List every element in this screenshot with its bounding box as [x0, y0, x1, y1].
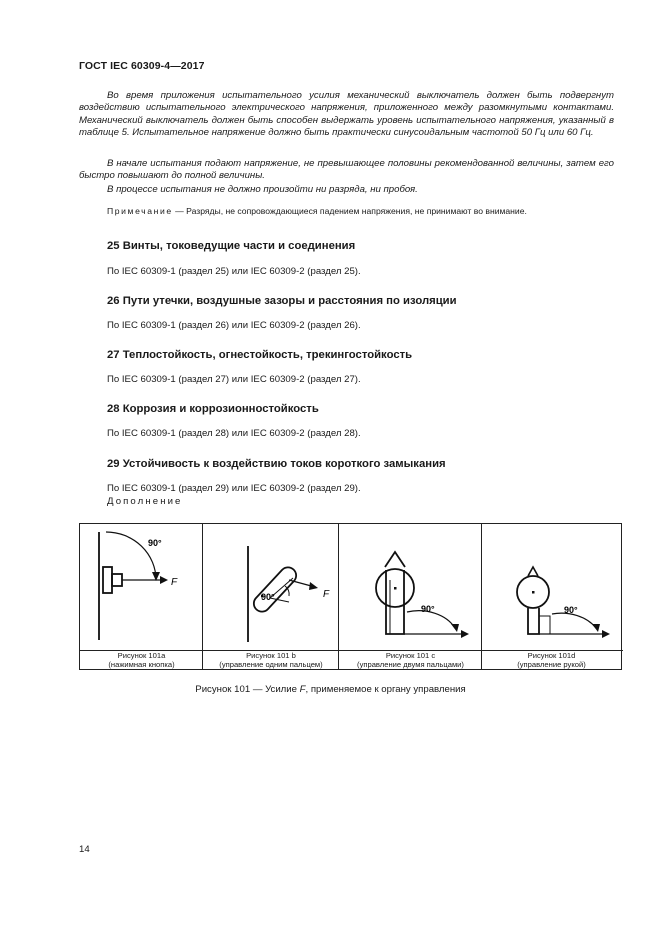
section-26-text: По IEC 60309-1 (раздел 26) или IEC 60309-2 (раздел 26). [107, 320, 361, 331]
section-29-text: По IEC 60309-1 (раздел 29) или IEC 60309-2 (раздел 29). [107, 483, 361, 494]
figure-101c-subtitle: (управление двумя пальцами) [357, 660, 464, 670]
angle-label-a: 90° [148, 538, 162, 548]
figure-101a-caption [80, 651, 203, 670]
paragraph-no-breakdown: В процессе испытания не должно произойти ни разряда, ни пробоя. [107, 184, 418, 195]
section-28-heading: 28 Коррозия и коррозионностойкость [107, 403, 319, 415]
figure-101d-title: Рисунок 101d [527, 651, 576, 660]
hand-operation-diagram [482, 524, 621, 650]
angle-label-c: 90° [421, 604, 435, 614]
figure-101b-caption [203, 651, 339, 670]
document-header: ГОСТ IEC 60309-4—2017 [79, 60, 205, 72]
two-finger-diagram [339, 524, 482, 650]
figure-101b-subtitle: (управление одним пальцем) [219, 660, 323, 670]
angle-label-d: 90° [564, 605, 578, 615]
figure-101a-cell [80, 524, 203, 669]
figure-101a-title: Рисунок 101a [117, 651, 166, 660]
figure-101c-cell [339, 524, 482, 669]
figure-101d-subtitle: (управление рукой) [517, 660, 586, 670]
figure-101c-caption [339, 651, 482, 670]
note-text: — Разряды, не сопровождающиеся падением напряжения, не принимают во внимание. [172, 206, 527, 216]
note-label: Примечание [107, 206, 173, 216]
force-label-a: F [171, 577, 178, 588]
figure-101b-title: Рисунок 101 b [246, 651, 296, 660]
figure-101a-subtitle: (нажимная кнопка) [108, 660, 175, 670]
figure-101-table [79, 523, 622, 670]
section-25-heading: 25 Винты, токоведущие части и соединения [107, 240, 356, 252]
caption-divider [80, 650, 623, 651]
section-29-heading: 29 Устойчивость к воздействию токов короткого замыкания [107, 458, 446, 470]
supplement-label: Дополнение [107, 496, 183, 507]
figure-101d-cell [482, 524, 621, 669]
paragraph-voltage-ramp: В начале испытания подают напряжение, не превышающее половины рекомендованной величины, затем его быстро повышают до полной величины. [79, 158, 614, 182]
section-27-text: По IEC 60309-1 (раздел 27) или IEC 60309-2 (раздел 27). [107, 374, 361, 385]
figure-caption-suffix: , применяемое к органу управления [305, 684, 466, 695]
paragraph-test-voltage: Во время приложения испытательного усилия механический выключатель должен быть подвергнут воздействию испытательного электрического напряжения, приложенного между разомкнутыми контактами. Механический выключатель должен быть способен выдержать уровень испытательного напряжения, указанный в таблице 5. Испытательное напряжение должно быть практически синусоидальным частотой 50 Гц или 60 Гц. [79, 90, 614, 139]
section-26-heading: 26 Пути утечки, воздушные зазоры и расстояния по изоляции [107, 295, 457, 307]
page-number: 14 [79, 844, 90, 855]
single-finger-diagram [203, 524, 339, 650]
angle-label-b: 90° [261, 592, 275, 602]
section-27-heading: 27 Теплостойкость, огнестойкость, трекингостойкость [107, 349, 413, 361]
figure-caption-prefix: Рисунок 101 — Усилие [195, 684, 300, 695]
figure-caption-symbol: F [299, 684, 306, 695]
push-button-diagram [80, 524, 203, 650]
figure-101b-cell [203, 524, 339, 669]
force-label-b: F [323, 589, 330, 600]
figure-101d-caption [482, 651, 621, 670]
section-25-text: По IEC 60309-1 (раздел 25) или IEC 60309-2 (раздел 25). [107, 266, 361, 277]
figure-101c-title: Рисунок 101 c [385, 651, 436, 660]
section-28-text: По IEC 60309-1 (раздел 28) или IEC 60309-2 (раздел 28). [107, 428, 361, 439]
note [107, 206, 527, 216]
figure-101-caption [0, 684, 661, 695]
